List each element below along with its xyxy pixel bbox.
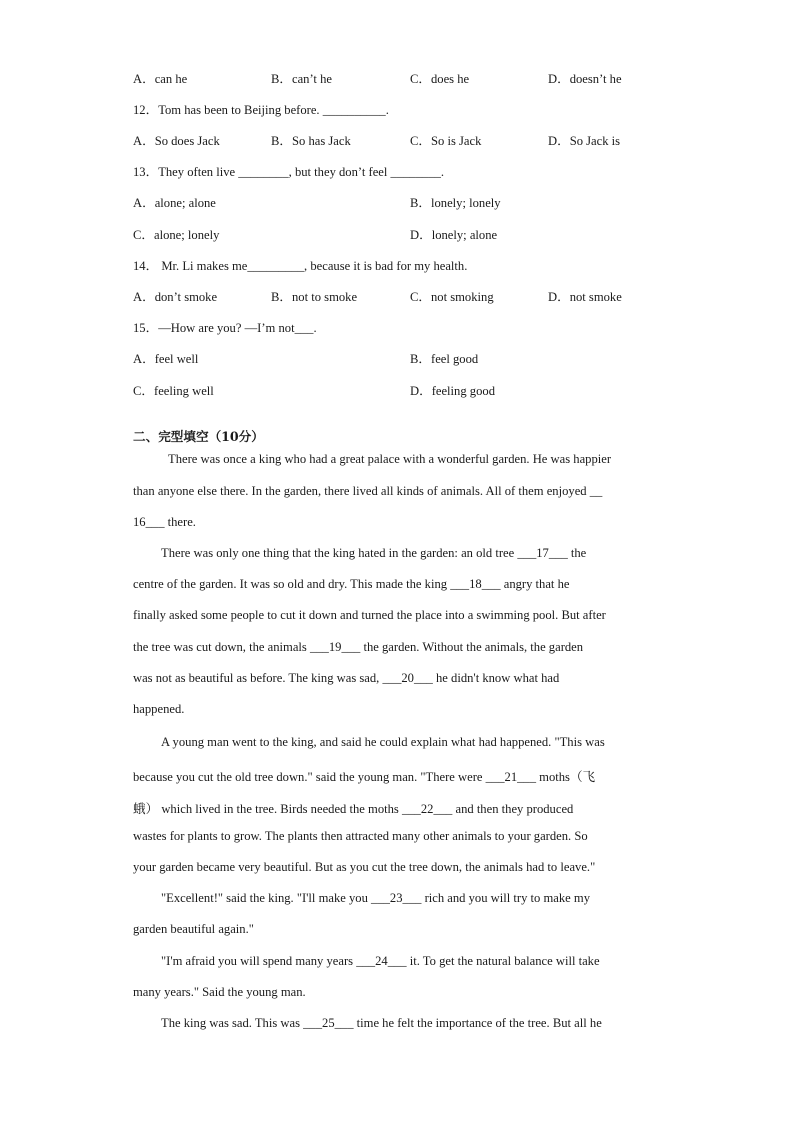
passage-line: the tree was cut down, the animals ___19___ the garden. Without the animals, the garden: [133, 640, 584, 654]
q12-stem: 12．Tom has been to Beijing before. __________.: [133, 103, 389, 117]
q13-option-d: D．lonely; alone: [410, 228, 498, 242]
q15-stem: 15．—How are you? —I’m not___.: [133, 321, 317, 335]
q14-option-d: D．not smoke: [548, 290, 622, 304]
passage-line: 16___ there.: [133, 515, 196, 529]
q13-option-c: C．alone; lonely: [133, 228, 220, 242]
section-title: 二、完型填空（10分）: [133, 429, 264, 444]
passage-line: than anyone else there. In the garden, there lived all kinds of animals. All of them enjoyed __: [133, 484, 603, 498]
q14-option-b: B．not to smoke: [271, 290, 358, 304]
q11-option-a: A．can he: [133, 72, 188, 86]
passage-line: finally asked some people to cut it down and turned the place into a swimming pool. But after: [133, 608, 606, 622]
q11-option-c: C．does he: [410, 72, 470, 86]
passage-line: wastes for plants to grow. The plants then attracted many other animals to your garden. So: [133, 829, 588, 843]
q14-stem: 14． Mr. Li makes me_________, because it is bad for my health.: [133, 259, 468, 273]
passage-line: A young man went to the king, and said he could explain what had happened. "This was: [161, 735, 605, 749]
q15-option-a: A．feel well: [133, 352, 199, 366]
passage-line: "I'm afraid you will spend many years ___24___ it. To get the natural balance will take: [161, 954, 600, 968]
passage-line: was not as beautiful as before. The king was sad, ___20___ he didn't know what had: [133, 671, 560, 685]
q13-stem: 13．They often live ________, but they don’t feel ________.: [133, 165, 445, 179]
passage-line: There was once a king who had a great palace with a wonderful garden. He was happier: [168, 452, 612, 466]
passage-line: There was only one thing that the king hated in the garden: an old tree ___17___ the: [161, 546, 587, 560]
q12-option-d: D．So Jack is: [548, 134, 621, 148]
passage-line: garden beautiful again.": [133, 922, 254, 936]
q14-option-a: A．don’t smoke: [133, 290, 218, 304]
q15-option-b: B．feel good: [410, 352, 479, 366]
passage-line: 蛾） which lived in the tree. Birds needed the moths ___22___ and then they produced: [133, 802, 574, 816]
q12-option-a: A．So does Jack: [133, 134, 220, 148]
q15-option-c: C．feeling well: [133, 384, 214, 398]
q15-option-d: D．feeling good: [410, 384, 495, 398]
passage-line: The king was sad. This was ___25___ time he felt the importance of the tree. But all he: [161, 1016, 602, 1030]
q13-option-a: A．alone; alone: [133, 196, 216, 210]
q11-option-d: D．doesn’t he: [548, 72, 622, 86]
passage-line: "Excellent!" said the king. "I'll make you ___23___ rich and you will try to make my: [161, 891, 590, 905]
passage-line: many years." Said the young man.: [133, 985, 306, 999]
q14-option-c: C．not smoking: [410, 290, 494, 304]
passage-line: happened.: [133, 702, 185, 716]
q12-option-c: C．So is Jack: [410, 134, 482, 148]
q13-option-b: B．lonely; lonely: [410, 196, 501, 210]
passage-line: centre of the garden. It was so old and dry. This made the king ___18___ angry that he: [133, 577, 570, 591]
passage-line: because you cut the old tree down." said the young man. "There were ___21___ moths（飞: [133, 770, 596, 784]
q12-option-b: B．So has Jack: [271, 134, 351, 148]
passage-line: your garden became very beautiful. But as you cut the tree down, the animals had to leave.": [133, 860, 596, 874]
q11-option-b: B．can’t he: [271, 72, 332, 86]
